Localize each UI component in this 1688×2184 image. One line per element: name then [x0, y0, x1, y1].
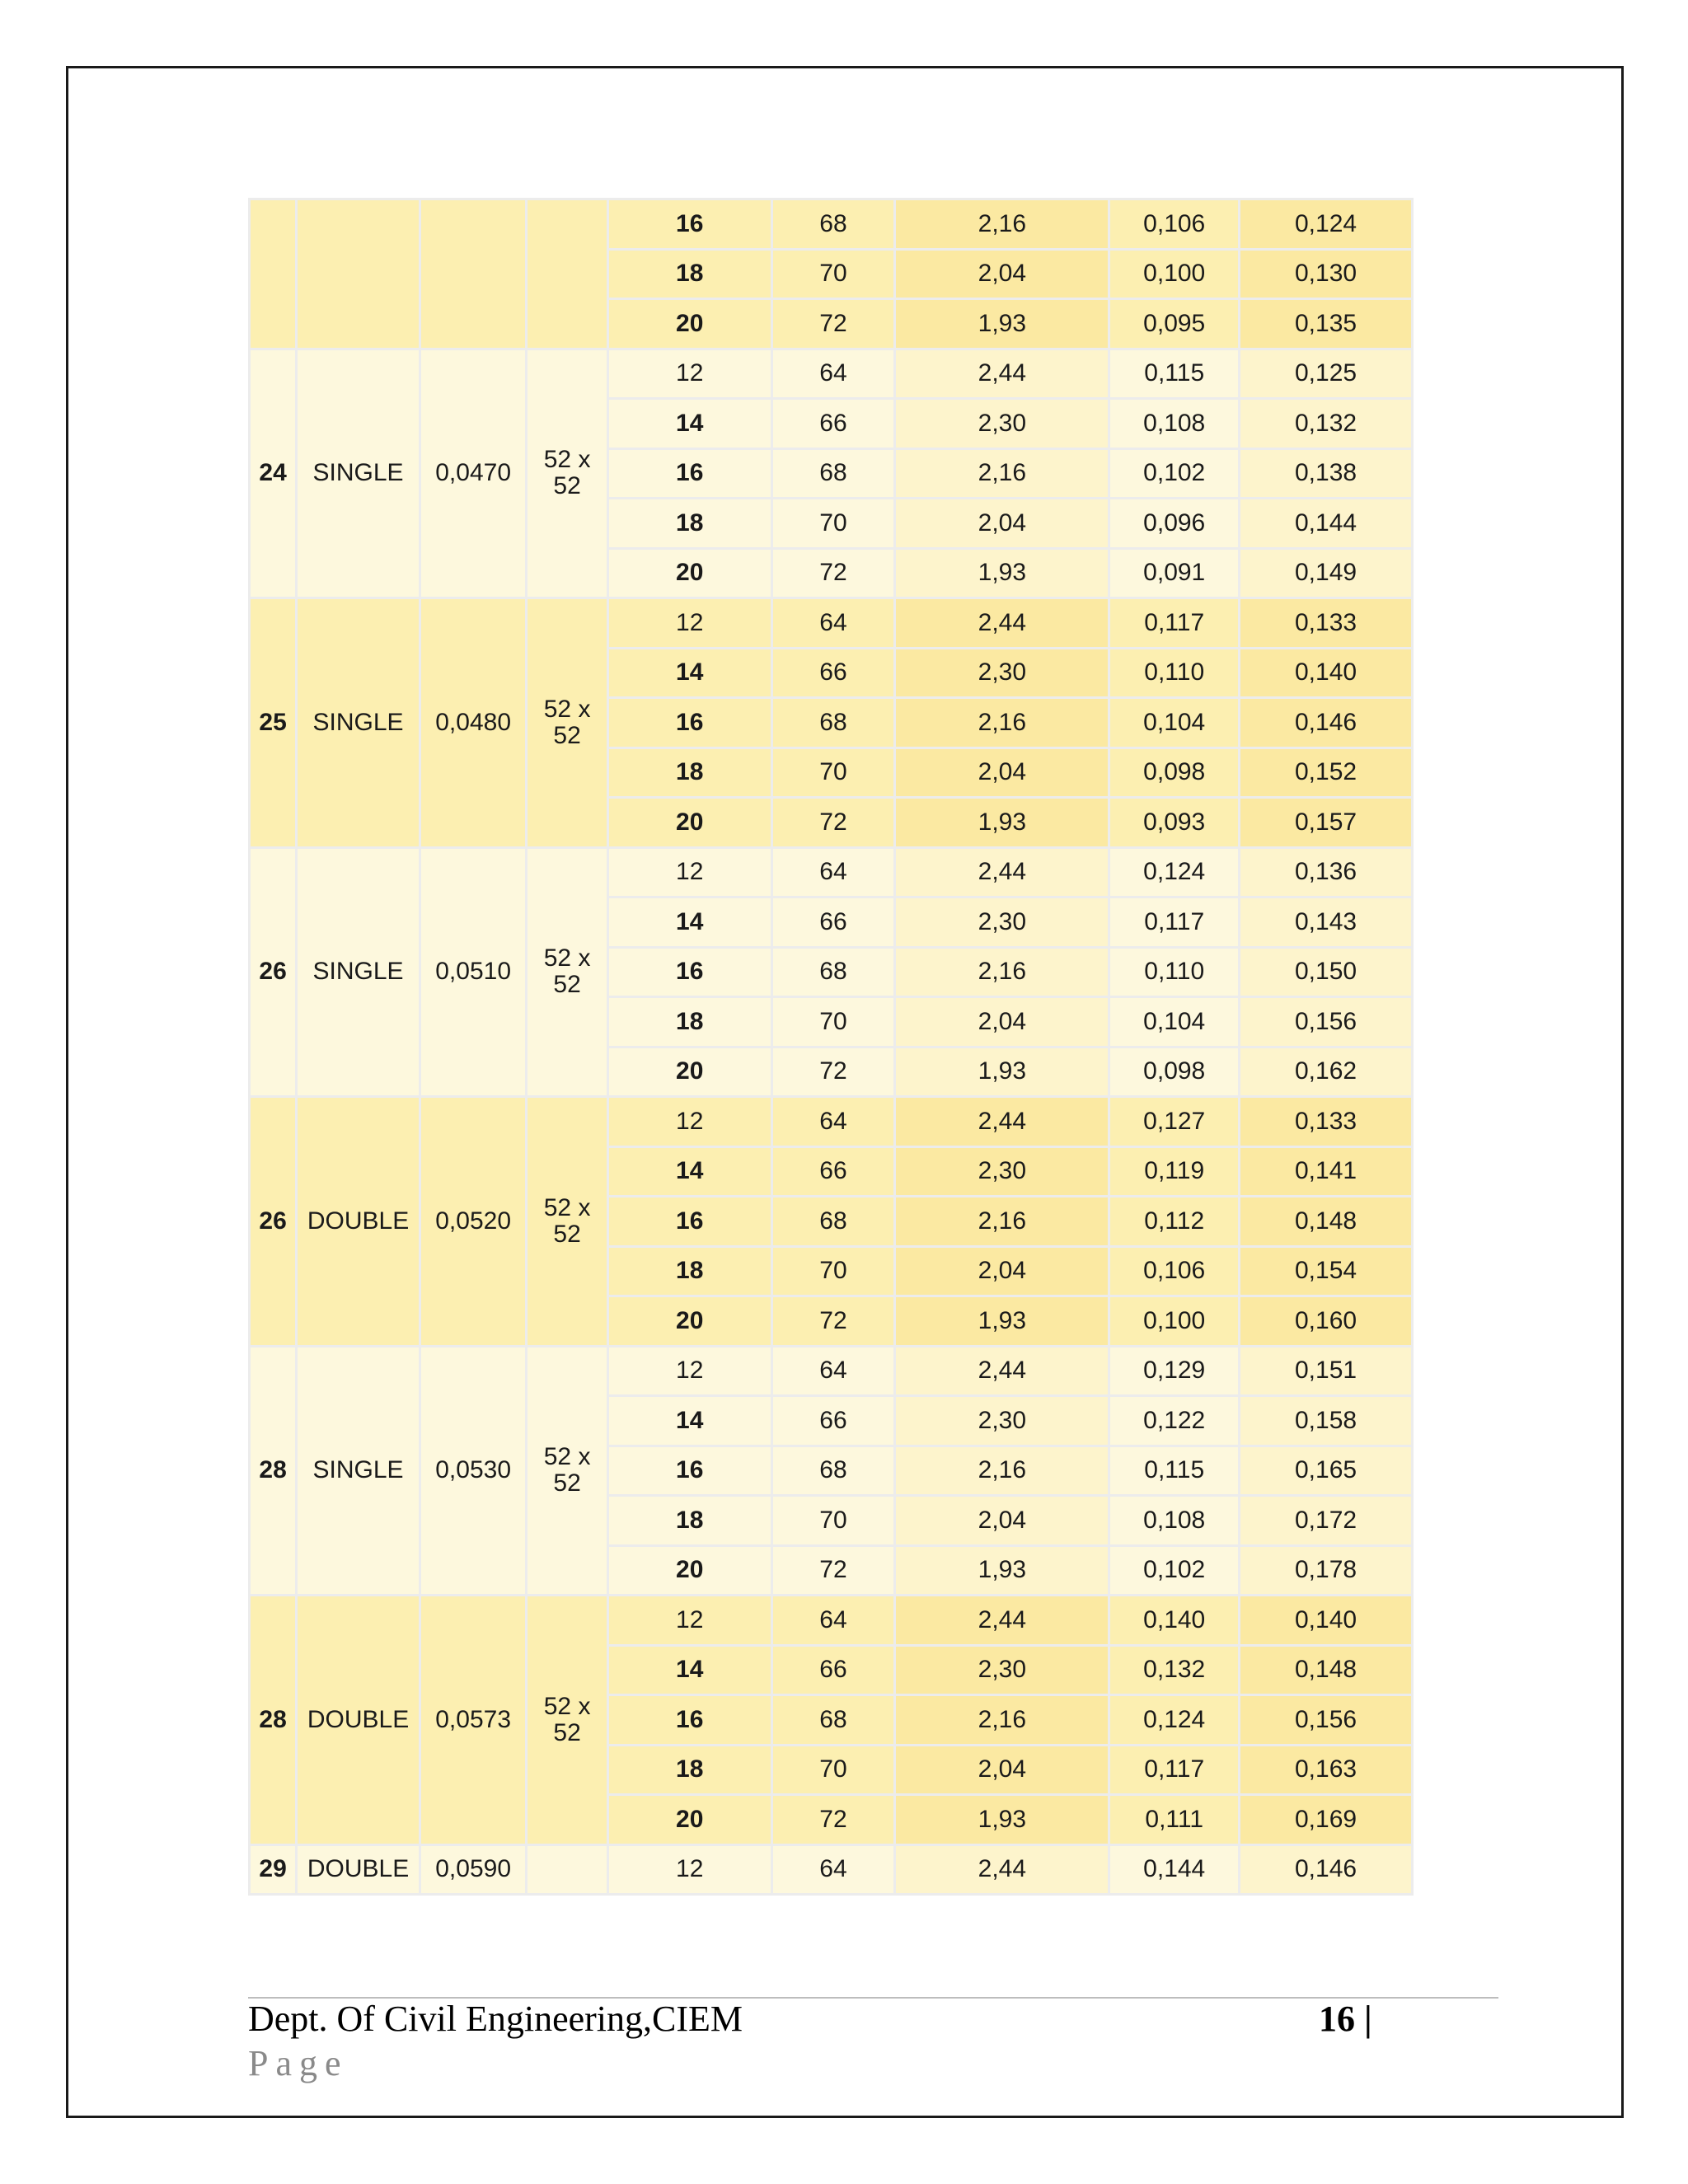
spacing-cell: 1,93 [896, 300, 1108, 348]
value-a-cell: 0,104 [1110, 699, 1238, 747]
footer-page-number: 16 | [1319, 1999, 1372, 2039]
footer-page-word: Page [248, 2043, 349, 2083]
value-b-cell: 0,143 [1240, 898, 1411, 946]
value-b-cell: 0,133 [1240, 1098, 1411, 1146]
size-cell: 52 x 52 [528, 1347, 606, 1595]
spacing-cell: 2,16 [896, 1197, 1108, 1245]
spacing-cell: 1,93 [896, 1048, 1108, 1096]
count-cell: 66 [773, 649, 894, 697]
count-cell: 70 [773, 499, 894, 547]
value-b-cell: 0,132 [1240, 400, 1411, 448]
thickness-cell: 20 [609, 1796, 771, 1844]
value-b-cell: 0,125 [1240, 350, 1411, 398]
count-cell: 72 [773, 550, 894, 598]
count-cell: 66 [773, 1647, 894, 1694]
value-cell: 0,0520 [421, 1098, 526, 1345]
count-cell: 64 [773, 1596, 894, 1644]
value-b-cell: 0,160 [1240, 1297, 1411, 1345]
spacing-cell: 1,93 [896, 1547, 1108, 1595]
value-b-cell: 0,133 [1240, 599, 1411, 647]
value-cell: 0,0530 [421, 1347, 526, 1595]
count-cell: 64 [773, 350, 894, 398]
value-a-cell: 0,110 [1110, 949, 1238, 996]
type-cell: DOUBLE [298, 1596, 419, 1844]
gauge-cell: 24 [251, 350, 295, 598]
spacing-cell: 2,44 [896, 350, 1108, 398]
gauge-cell: 26 [251, 849, 295, 1096]
count-cell: 70 [773, 749, 894, 797]
type-cell: SINGLE [298, 599, 419, 846]
value-a-cell: 0,132 [1110, 1647, 1238, 1694]
thickness-cell: 20 [609, 1297, 771, 1345]
spacing-cell: 2,16 [896, 450, 1108, 498]
value-b-cell: 0,130 [1240, 251, 1411, 298]
thickness-cell: 14 [609, 400, 771, 448]
count-cell: 66 [773, 1397, 894, 1445]
size-cell [528, 200, 606, 348]
value-a-cell: 0,117 [1110, 1746, 1238, 1794]
table-row [251, 599, 1411, 647]
count-cell: 64 [773, 849, 894, 897]
count-cell: 68 [773, 1696, 894, 1744]
value-b-cell: 0,144 [1240, 499, 1411, 547]
value-cell: 0,0510 [421, 849, 526, 1096]
count-cell: 72 [773, 300, 894, 348]
data-table [248, 198, 1414, 1896]
thickness-cell: 16 [609, 1197, 771, 1245]
spacing-cell: 2,44 [896, 1098, 1108, 1146]
value-b-cell: 0,146 [1240, 1846, 1411, 1894]
type-cell [298, 200, 419, 348]
table-row [251, 200, 1411, 248]
value-a-cell: 0,112 [1110, 1197, 1238, 1245]
value-a-cell: 0,124 [1110, 849, 1238, 897]
value-a-cell: 0,098 [1110, 1048, 1238, 1096]
value-a-cell: 0,127 [1110, 1098, 1238, 1146]
type-cell: SINGLE [298, 1347, 419, 1595]
thickness-cell: 16 [609, 1447, 771, 1495]
thickness-cell: 12 [609, 1596, 771, 1644]
value-a-cell: 0,104 [1110, 998, 1238, 1046]
value-cell [421, 200, 526, 348]
value-a-cell: 0,100 [1110, 1297, 1238, 1345]
gauge-cell: 25 [251, 599, 295, 846]
thickness-cell: 16 [609, 1696, 771, 1744]
value-b-cell: 0,151 [1240, 1347, 1411, 1395]
spacing-cell: 2,04 [896, 1746, 1108, 1794]
value-b-cell: 0,172 [1240, 1497, 1411, 1544]
count-cell: 66 [773, 400, 894, 448]
thickness-cell: 18 [609, 998, 771, 1046]
footer-department: Dept. Of Civil Engineering,CIEM [248, 1999, 743, 2039]
value-a-cell: 0,119 [1110, 1148, 1238, 1196]
type-cell: SINGLE [298, 849, 419, 1096]
count-cell: 68 [773, 949, 894, 996]
thickness-cell: 20 [609, 550, 771, 598]
count-cell: 70 [773, 1746, 894, 1794]
thickness-cell: 16 [609, 699, 771, 747]
thickness-cell: 18 [609, 749, 771, 797]
count-cell: 70 [773, 1497, 894, 1544]
value-b-cell: 0,156 [1240, 1696, 1411, 1744]
value-b-cell: 0,154 [1240, 1248, 1411, 1296]
value-a-cell: 0,122 [1110, 1397, 1238, 1445]
thickness-cell: 18 [609, 1746, 771, 1794]
spacing-cell: 2,30 [896, 898, 1108, 946]
spacing-cell: 2,04 [896, 749, 1108, 797]
thickness-cell: 14 [609, 1148, 771, 1196]
value-b-cell: 0,162 [1240, 1048, 1411, 1096]
gauge-cell: 29 [251, 1846, 295, 1894]
count-cell: 72 [773, 1297, 894, 1345]
spacing-cell: 2,30 [896, 1647, 1108, 1694]
count-cell: 64 [773, 1347, 894, 1395]
count-cell: 68 [773, 450, 894, 498]
value-b-cell: 0,156 [1240, 998, 1411, 1046]
count-cell: 64 [773, 1098, 894, 1146]
spacing-cell: 2,44 [896, 599, 1108, 647]
spacing-cell: 1,93 [896, 799, 1108, 846]
value-cell: 0,0573 [421, 1596, 526, 1844]
spacing-cell: 2,44 [896, 1596, 1108, 1644]
spacing-cell: 2,30 [896, 649, 1108, 697]
thickness-cell: 16 [609, 450, 771, 498]
value-a-cell: 0,129 [1110, 1347, 1238, 1395]
value-a-cell: 0,117 [1110, 898, 1238, 946]
count-cell: 64 [773, 1846, 894, 1894]
value-b-cell: 0,158 [1240, 1397, 1411, 1445]
value-a-cell: 0,106 [1110, 1248, 1238, 1296]
value-b-cell: 0,136 [1240, 849, 1411, 897]
count-cell: 72 [773, 799, 894, 846]
value-a-cell: 0,115 [1110, 350, 1238, 398]
thickness-cell: 14 [609, 1397, 771, 1445]
value-b-cell: 0,140 [1240, 1596, 1411, 1644]
value-b-cell: 0,163 [1240, 1746, 1411, 1794]
gauge-cell [251, 200, 295, 348]
count-cell: 68 [773, 699, 894, 747]
value-b-cell: 0,138 [1240, 450, 1411, 498]
thickness-cell: 20 [609, 799, 771, 846]
spacing-cell: 2,16 [896, 949, 1108, 996]
thickness-cell: 18 [609, 499, 771, 547]
thickness-cell: 12 [609, 350, 771, 398]
value-a-cell: 0,102 [1110, 450, 1238, 498]
gauge-cell: 28 [251, 1347, 295, 1595]
value-b-cell: 0,140 [1240, 649, 1411, 697]
value-b-cell: 0,152 [1240, 749, 1411, 797]
thickness-cell: 20 [609, 1048, 771, 1096]
type-cell: DOUBLE [298, 1846, 419, 1894]
count-cell: 64 [773, 599, 894, 647]
value-b-cell: 0,141 [1240, 1148, 1411, 1196]
table-row [251, 849, 1411, 897]
count-cell: 66 [773, 1148, 894, 1196]
size-cell: 52 x 52 [528, 1596, 606, 1844]
spacing-cell: 1,93 [896, 1297, 1108, 1345]
size-cell: 52 x 52 [528, 599, 606, 846]
value-b-cell: 0,146 [1240, 699, 1411, 747]
value-a-cell: 0,111 [1110, 1796, 1238, 1844]
value-a-cell: 0,096 [1110, 499, 1238, 547]
value-a-cell: 0,108 [1110, 400, 1238, 448]
count-cell: 66 [773, 898, 894, 946]
thickness-cell: 16 [609, 200, 771, 248]
spacing-cell: 2,04 [896, 1497, 1108, 1544]
count-cell: 68 [773, 1197, 894, 1245]
value-a-cell: 0,140 [1110, 1596, 1238, 1644]
thickness-cell: 18 [609, 1248, 771, 1296]
count-cell: 68 [773, 200, 894, 248]
thickness-cell: 12 [609, 1098, 771, 1146]
value-cell: 0,0480 [421, 599, 526, 846]
type-cell: DOUBLE [298, 1098, 419, 1345]
thickness-cell: 12 [609, 849, 771, 897]
value-b-cell: 0,148 [1240, 1197, 1411, 1245]
count-cell: 72 [773, 1796, 894, 1844]
count-cell: 72 [773, 1547, 894, 1595]
value-a-cell: 0,124 [1110, 1696, 1238, 1744]
value-b-cell: 0,169 [1240, 1796, 1411, 1844]
value-a-cell: 0,144 [1110, 1846, 1238, 1894]
value-b-cell: 0,135 [1240, 300, 1411, 348]
size-cell: 52 x 52 [528, 1098, 606, 1345]
value-a-cell: 0,093 [1110, 799, 1238, 846]
spacing-cell: 2,16 [896, 699, 1108, 747]
thickness-cell: 14 [609, 649, 771, 697]
thickness-cell: 18 [609, 251, 771, 298]
thickness-cell: 20 [609, 1547, 771, 1595]
count-cell: 70 [773, 1248, 894, 1296]
table-row [251, 1098, 1411, 1146]
value-a-cell: 0,117 [1110, 599, 1238, 647]
count-cell: 70 [773, 251, 894, 298]
value-b-cell: 0,148 [1240, 1647, 1411, 1694]
spacing-cell: 2,16 [896, 1696, 1108, 1744]
value-b-cell: 0,157 [1240, 799, 1411, 846]
value-b-cell: 0,178 [1240, 1547, 1411, 1595]
spacing-cell: 2,04 [896, 251, 1108, 298]
value-cell: 0,0470 [421, 350, 526, 598]
value-cell: 0,0590 [421, 1846, 526, 1894]
value-a-cell: 0,091 [1110, 550, 1238, 598]
size-cell: 52 x 52 [528, 849, 606, 1096]
value-b-cell: 0,150 [1240, 949, 1411, 996]
value-a-cell: 0,100 [1110, 251, 1238, 298]
spacing-cell: 1,93 [896, 550, 1108, 598]
thickness-cell: 18 [609, 1497, 771, 1544]
value-b-cell: 0,124 [1240, 200, 1411, 248]
table-row [251, 1596, 1411, 1644]
value-a-cell: 0,095 [1110, 300, 1238, 348]
table-body [251, 200, 1411, 1893]
spacing-cell: 2,44 [896, 849, 1108, 897]
spacing-cell: 2,16 [896, 200, 1108, 248]
thickness-cell: 12 [609, 1347, 771, 1395]
spacing-cell: 2,16 [896, 1447, 1108, 1495]
value-a-cell: 0,115 [1110, 1447, 1238, 1495]
thickness-cell: 14 [609, 898, 771, 946]
spacing-cell: 2,30 [896, 1397, 1108, 1445]
value-a-cell: 0,108 [1110, 1497, 1238, 1544]
size-cell: 52 x 52 [528, 350, 606, 598]
table-row [251, 1347, 1411, 1395]
thickness-cell: 16 [609, 949, 771, 996]
thickness-cell: 12 [609, 599, 771, 647]
spacing-cell: 2,30 [896, 1148, 1108, 1196]
thickness-cell: 20 [609, 300, 771, 348]
size-cell [528, 1846, 606, 1894]
gauge-cell: 26 [251, 1098, 295, 1345]
value-b-cell: 0,149 [1240, 550, 1411, 598]
type-cell: SINGLE [298, 350, 419, 598]
spacing-cell: 2,04 [896, 499, 1108, 547]
count-cell: 72 [773, 1048, 894, 1096]
value-a-cell: 0,110 [1110, 649, 1238, 697]
thickness-cell: 14 [609, 1647, 771, 1694]
count-cell: 70 [773, 998, 894, 1046]
value-a-cell: 0,106 [1110, 200, 1238, 248]
spacing-cell: 2,04 [896, 998, 1108, 1046]
gauge-cell: 28 [251, 1596, 295, 1844]
spacing-cell: 2,30 [896, 400, 1108, 448]
value-a-cell: 0,102 [1110, 1547, 1238, 1595]
spacing-cell: 1,93 [896, 1796, 1108, 1844]
spacing-cell: 2,04 [896, 1248, 1108, 1296]
table-row [251, 350, 1411, 398]
spacing-cell: 2,44 [896, 1846, 1108, 1894]
thickness-cell: 12 [609, 1846, 771, 1894]
value-b-cell: 0,165 [1240, 1447, 1411, 1495]
spacing-cell: 2,44 [896, 1347, 1108, 1395]
value-a-cell: 0,098 [1110, 749, 1238, 797]
table-row [251, 1846, 1411, 1894]
count-cell: 68 [773, 1447, 894, 1495]
